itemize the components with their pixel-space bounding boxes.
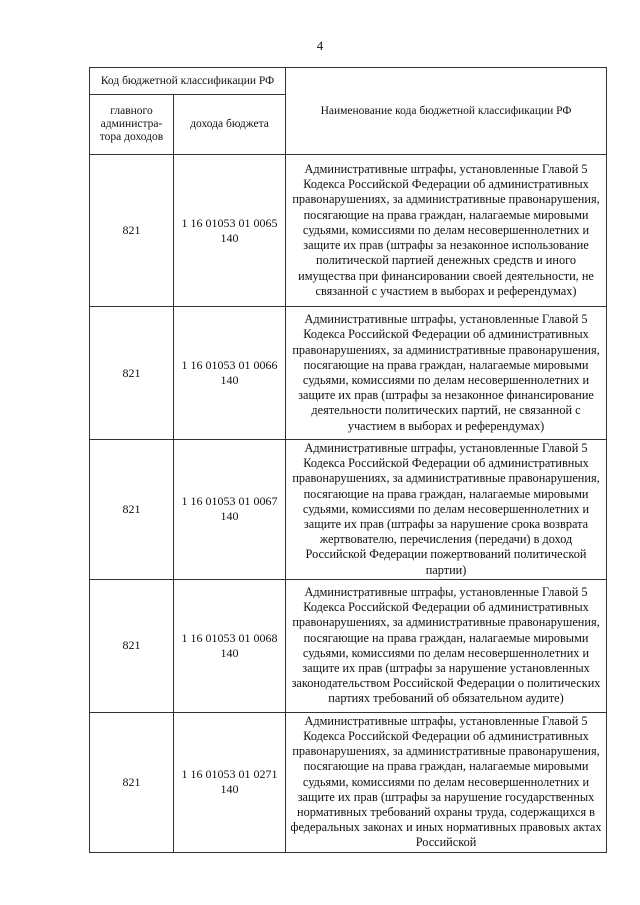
- budget-code-cell: 1 16 01053 01 0067 140: [174, 440, 286, 580]
- table-row: [90, 440, 607, 580]
- budget-code-cell: 1 16 01053 01 0068 140: [174, 579, 286, 712]
- header-revenue-column: дохода бюджета: [174, 95, 286, 155]
- table-row: [90, 155, 607, 307]
- description-cell: Административные штрафы, установленные Главой 5 Кодекса Российской Федерации об административных правонарушениях, за административные правонарушения, посягающие на права граждан, налагаемые мировыми судьями, комиссиями по делам несовершеннолетних и защите их прав (штрафы за нарушение установленных законодательством Российской Федерации о политических партиях требований об обязательном аудите): [286, 579, 607, 712]
- admin-code-cell: 821: [90, 712, 174, 852]
- admin-code-cell: 821: [90, 440, 174, 580]
- page-number: 4: [316, 38, 324, 53]
- budget-code-cell: 1 16 01053 01 0271 140: [174, 712, 286, 852]
- description-cell: Административные штрафы, установленные Главой 5 Кодекса Российской Федерации об административных правонарушениях, за административные правонарушения, посягающие на права граждан, налагаемые мировыми судьями, комиссиями по делам несовершеннолетних и защите их прав (штрафы за незаконное использование политической партией денежных средств и иного имущества при финансировании своей деятельности, не связанной с участием в выборах и референдумах): [286, 155, 607, 307]
- admin-code-cell: 821: [90, 155, 174, 307]
- description-cell: Административные штрафы, установленные Главой 5 Кодекса Российской Федерации об административных правонарушениях, за административные правонарушения, посягающие на права граждан, налагаемые мировыми судьями, комиссиями по делам несовершеннолетних и защите их прав (штрафы за нарушение срока возврата жертвователю, перечисления (передачи) в доход Российской Федерации пожертвований политической партии): [286, 440, 607, 580]
- table-row: [90, 712, 607, 852]
- header-name-column: Наименование кода бюджетной классификации РФ: [286, 68, 607, 155]
- budget-classification-table: [89, 67, 607, 853]
- admin-code-cell: 821: [90, 307, 174, 440]
- budget-code-cell: 1 16 01053 01 0066 140: [174, 307, 286, 440]
- header-admin-column: главного администра-тора доходов: [90, 95, 174, 155]
- admin-code-cell: 821: [90, 579, 174, 712]
- header-code-group: Код бюджетной классификации РФ: [90, 68, 286, 95]
- budget-code-cell: 1 16 01053 01 0065 140: [174, 155, 286, 307]
- description-cell: Административные штрафы, установленные Главой 5 Кодекса Российской Федерации об административных правонарушениях, за административные правонарушения, посягающие на права граждан, налагаемые мировыми судьями, комиссиями по делам несовершеннолетних и защите их прав (штрафы за незаконное финансирование деятельности политических партий, не связанной с участием в выборах и референдумах): [286, 307, 607, 440]
- table-row: [90, 307, 607, 440]
- description-cell: Административные штрафы, установленные Главой 5 Кодекса Российской Федерации об административных правонарушениях, за административные правонарушения, посягающие на права граждан, налагаемые мировыми судьями, комиссиями по делам несовершеннолетних и защите их прав (штрафы за нарушение государственных нормативных требований охраны труда, содержащихся в федеральных законах и иных нормативных правовых актах Российской: [286, 712, 607, 852]
- table-row: [90, 579, 607, 712]
